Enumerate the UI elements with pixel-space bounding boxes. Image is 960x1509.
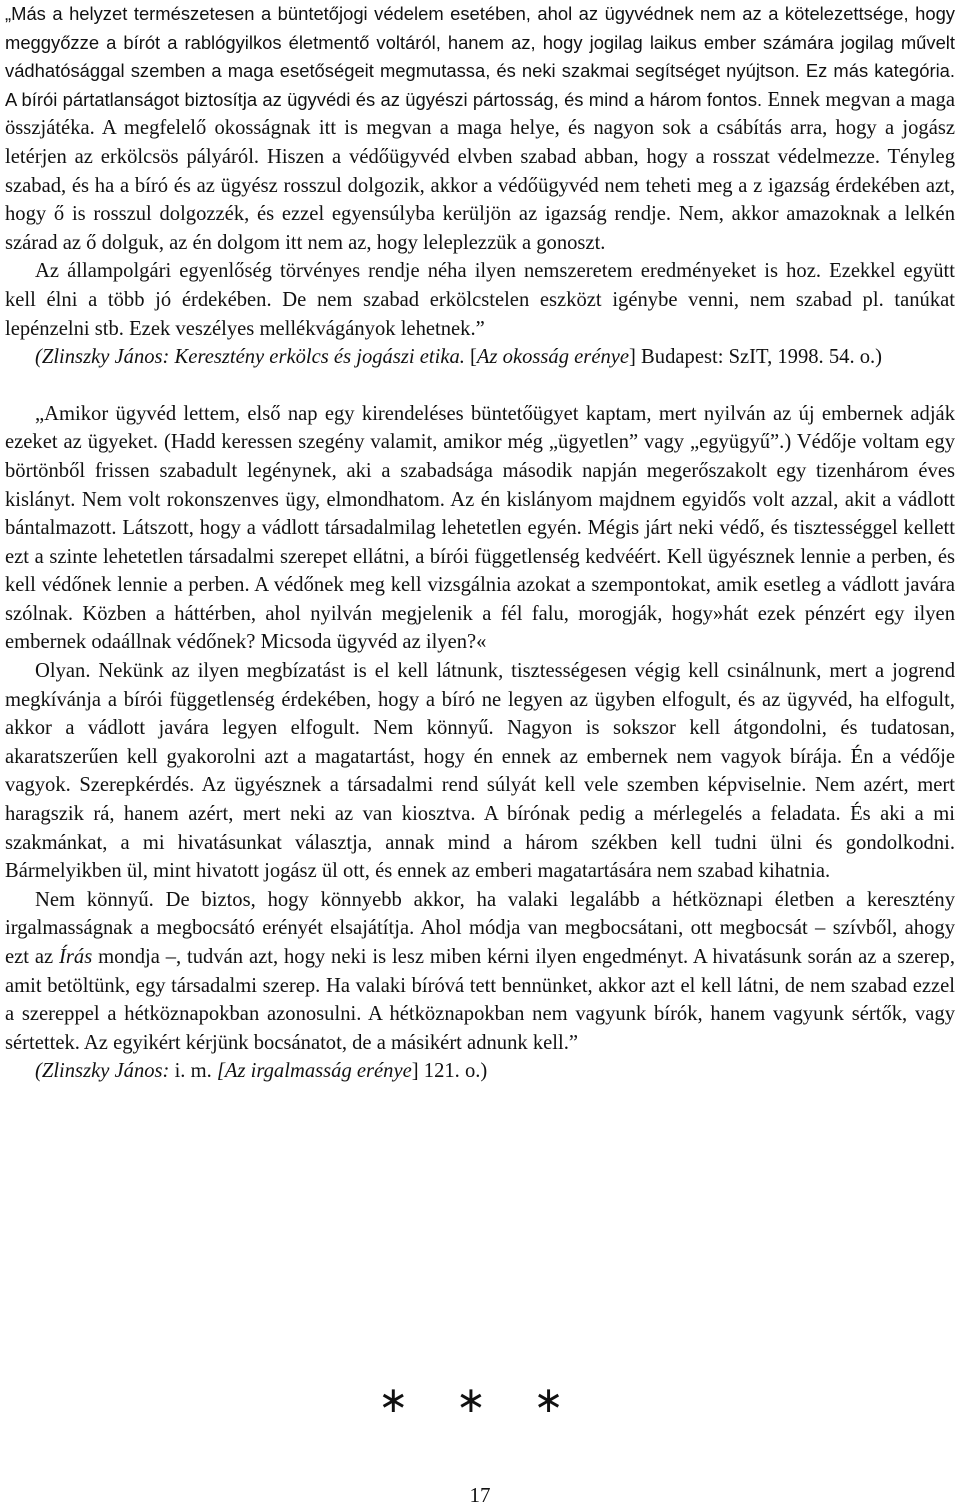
quote2-citation-author: Zlinszky János: [41, 1060, 170, 1083]
quote1-citation [5, 343, 955, 372]
quote2-citation-bracket-open: [ [216, 1060, 225, 1083]
quote2-citation-section: Az irgalmasság erénye [224, 1060, 412, 1083]
section-gap [5, 372, 955, 400]
quote1-citation-rest: ] Budapest: SzIT, 1998. 54. o.) [629, 346, 883, 369]
quote1-paragraph-1-serif-part: Ennek megvan a maga összjátéka. A megfelelő okosságnak itt is megvan a maga helye, és nagyon sok a csábítás arra, hogy a jogász letérjen az erkölcsös pályáról. Hiszen a védőügyvéd elvben szabad abban, hogy a rosszat védelmezze. Tényleg szabad, és ha a bíró és az ügyész rosszul dolgozik, akkor a védőügyvéd nem teheti meg a z igazság érdekében azt, hogy ő is rosszul dolgozzék, és ezzel egyensúlyba kerüljön az igazság rendje. Nem, akkor amazoknak a lelkén szárad az ő dolguk, az én dolgom itt nem az, hogy leleplezzük a gonoszt. [5, 88, 955, 254]
quote2-paragraph-1: „Amikor ügyvéd lettem, első nap egy kirendeléses büntetőügyet kaptam, mert nyilván az új embernek adják ezeket az ügyeket. (Hadd keressen szegény valamit, amikor még „ügyetlen” vagy „együgyű”.) Védője voltam egy börtönből frissen szabadult legénynek, aki a szabadsága második napján megerőszakolt egy tizenhárom éves kislányt. Nem volt rokonszenves ügy, elmondhatom. Az én kislányom majdnem egyidős volt azzal, akit a vádlott bántalmazott. Látszott, hogy a vádlott társadalmilag lehetetlen egyén. Mégis járt neki védő, és tisztességgel kellett ezt a szinte lehetetlen társadalmi szerepet ellátni, a bírói függetlenség kedvéért. Kell ügyésznek lennie a perben, és kell védőnek lennie a perben. A védőnek meg kell vizsgálnia azokat a szempontokat, amik esetleg a vádlott javára szólnak. Közben a háttérben, ahol nyilván megjelenik a fél falu, morogják, hogy»hát ezek pénzért egy ilyen embernek odaállnak védőnek? Micsoda ügyvéd az ilyen?« [5, 402, 955, 654]
quote2-paragraph-3-italic: Írás [59, 946, 93, 968]
quote1-citation-bracket-open: [ [464, 346, 477, 369]
quote1-paragraph-1-sans-part: „Más a helyzet természetesen a büntetőjogi védelem esetében, ahol az ügyvédnek nem az a kötelezettsége, hogy meggyőzze a bírót a rablógyilkos életmentő voltáról, hanem az, hogy jogilag laikus ember számára jogilag művelt vádhatósággal szemben a maga esetőségeit megmutassa, és neki szakmai segítséget nyújtson. Ez más kategória. A bírói pártatlanságot biztosítja az ügyvédi és az ügyészi pártosság, és mind a három fontos. [5, 3, 955, 110]
quote2-paragraph-2: Olyan. Nekünk az ilyen megbízatást is el kell látnunk, tisztességesen végig kell csinálnunk, mert a jogrend megkívánja a bírói függetlenség érdekében, hogy a bíró ne legyen az ügyben elfogult, és az ügyvéd, ha elfogult, akkor a vádlott javára legyen elfogult. Nem könnyű. Nagyon is sokszor kell átgondolni, és tudatosan, akaratszerűen kell gyakorolni azt a magatartást, hogy én ennek az embernek nem vagyok bírája. Én a védője vagyok. Szerepkérdés. Az ügyésznek a társadalmi rend súlyát kell vele szemben képviselnie. Nem azért, mert haragszik rá, hanem azért, mert neki az van kiosztva. A bírónak pedig a mérlegelés a feladata. És aki a mi szakmánkat, a mi hivatásunkat választja, annak mind a három székben kell tudni ülni és gondolkodni. Bármelyikben ül, mint hivatott jogász ül ott, és ennek az emberi magatartására nem szabad kihatnia. [5, 660, 955, 883]
quote2-citation [5, 1057, 955, 1086]
quote2-citation-rest: ] 121. o.) [411, 1060, 488, 1083]
quote2-citation-mid: i. m. [169, 1060, 217, 1083]
quote1-paragraph-1 [5, 0, 955, 257]
page-number: 17 [469, 1483, 491, 1507]
quote1-paragraph-2: Az állampolgári egyenlőség törvényes rendje néha ilyen nemszeretem eredményeket is hoz. Ezekkel együtt kell élni a több jó érdekében. De nem szabad erkölcstelen eszközt igénybe venni, nem szabad pl. tanúkat lepénzelni stb. Ezek veszélyes mellékvágányok lehetnek.” [5, 260, 955, 340]
quote2-paragraph-3 [5, 886, 955, 1058]
quote1-citation-open: ( [35, 346, 42, 369]
quote1-citation-author: Zlinszky János: Keresztény erkölcs és jogászi etika. [41, 346, 465, 369]
document-page [5, 0, 955, 1086]
quote2-paragraph-3-before: Nem könnyű. De biztos, hogy könnyebb akkor, ha valaki legalább a hétköznapi életben a keresztény irgalmasságnak a megbocsátó erényét elsajátítja. Ahol módja van megbocsátani, ott megbocsát – szívből, ahogy ezt az [5, 888, 955, 968]
quote2-paragraph-3-after: mondja –, tudván azt, hogy neki is lesz miben kérni ilyen engedményt. A hivatásunk során az a szerep, amit betöltünk, egy társadalmi szerep. Ha valaki bíróvá tett bennünket, akkor azt el kell látni, de nem szabad ezzel a szereppel a hétköznapokban azonosulni. A hétköznapokban nem vagyunk bírók, hanem vagyunk sértők, vagy sértettek. Az egyikért kérjünk bocsánatot, de a másikért adnunk kell.” [5, 946, 955, 1054]
quote1-citation-section: Az okosság erénye [476, 346, 630, 369]
section-separator-asterisks: ∗ ∗ ∗ [378, 1380, 582, 1421]
quote2-citation-open: ( [35, 1060, 42, 1083]
